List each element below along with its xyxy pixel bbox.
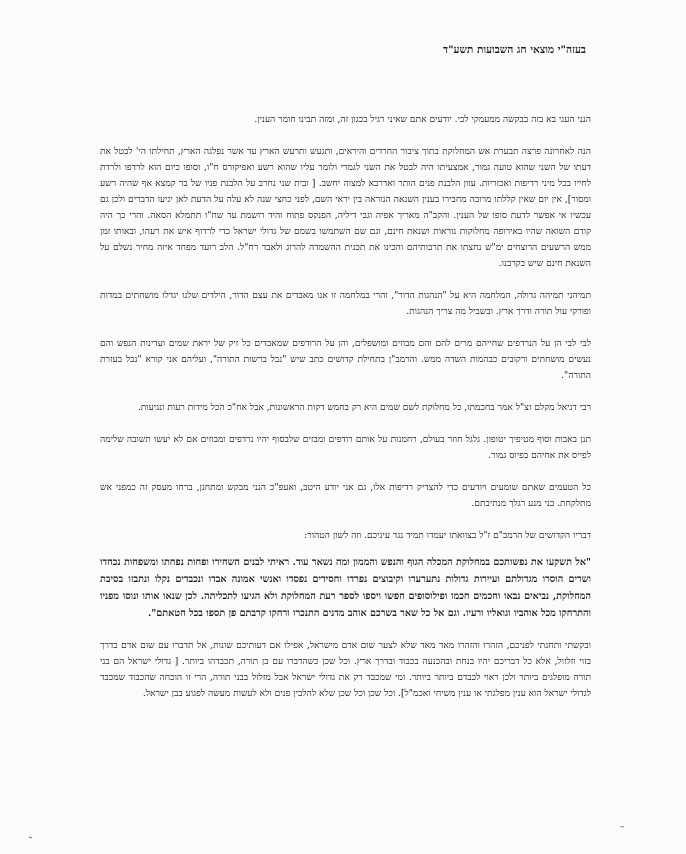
document-header: בעזה"י מוצאי חג השבועות תשע"ד <box>443 44 586 56</box>
body-paragraph: רבי דניאל מקלם זצ"ל אמר בחכמתו, כל מחלוקת לשם שמים היא רק בחמש דקות הראשונות, אבל אח"כ הכל מידות רעות ונגיעות. <box>137 403 591 413</box>
body-paragraph: תנן באבות וסוף מטיפיך יטופון. גלגל חוזר בעולם, רחמנות על אותם רודפים ומבזים שלבסוף יהיו נרדפים ומבוזים אם לא יעשו תשובה שלימה לפייס את אחיהם בפיוס גמור. <box>100 435 591 461</box>
document-body <box>100 112 591 718</box>
body-paragraph: לבי לבי הן על הנרדפים שחייהם מרים להם והם מבוזים ומושפלים, והן על הרודפים שמאבדים כל זיק של יראת שמים ועדינות הנפש והם נעשים מושחתים ורקובים כבהמות השדה ממש. והרמב"ן בתחילת קדושים כתב שיש "נבל ברשות התורה", ועליהם אני קורא "נבל בעזרת התורה". <box>100 339 591 381</box>
body-paragraph: הנני העני בא בזה בבקשה ממעמקי לבי. יודעים אתם שאיני רגיל בכגון זה, ומזה תבינו חומר הענין. <box>254 115 591 125</box>
quote-paragraph: "אל תשקעו את נפשותכם במחלוקת המכלה הגוף והנפש והממון ומה נשאר עוד. ראיתי לבנים השחירו ופחות נפחתו ומשפחות נכחדו ושרים הוסרו מגדולתם ועיירות גדולות נתערערו וקיבוצים נפרדו וחסידים נפסדו ואנשי אמונה אבדו ונכבדים נקלו ונתבזו בסיבת המחלוקת, נביאים נבאו וחכמים חכמו ופילוסופים חפשו ויספו לספר רעת המחלוקת ולא הגיעו לתכליתה. לכן שנאו אותו ונוסו מפניו והתרחקו מכל אוהביו וגואליו ורעיו. וגם אל כל שאר בשרכם אוהב מדנים התנכרו ורחקו קרבתם פן תספו בכל חטאתם". <box>100 557 591 619</box>
body-paragraph: הנה לאחרונה פרצה תבערת אש המחלוקת בתוך ציבור החרדים והיראים, ותגעש ותרעש הארץ עד אשר נפלגה הארץ, תחילתו הי' לבטל את דעתו של השני שהוא טועה גמור, אמצעיתו היה לבטל את השני לגמרי ולומר עליו שהוא רשע ואפיקורס ח"ו, וסופו כיום הוא לרדפו ולרדת לחייו בכל מיני רדיפות ואכזריות. עוון הלבנת פנים הותר ואדרבא למצוה יחשב. [ ובית שני נחרב על הלבנת פניו של בר קמצא אף שהיה רשע ומסור], אין יום שאין קללתו מרובה מחבירו בענין השנאה הנוראה בין יראי השם, לפני כחצי שנה לא עלה על הדעת לאן יגיעו הדברים ולכן גם עכשיו אי אפשר לדעת סופו של הענין. והקב"ה מאריך אפיה וגבי דיליה, הפנקס פתוח והיד רושמת עד שח"ו תתמלא הסאה. והרי כך היה קודם השואה שהיו באירופה מחלוקות נוראות ושנאת חינם, וגם שם השתמשו בשמם של גדולי ישראל כדי לרדוף איש את רעהו, ובאותו זמן ממש הרשעים הרוצחים ימ"ש נחצתו את תרבותיהם והכינו את תכנית ההשמדה להרוג ולאבד רח"ל. הלב רועד מפחד איזה מחיר נשלם על השנאת חינם שיש בקרבנו. <box>100 147 591 269</box>
scan-mark: – <box>620 822 625 832</box>
body-paragraph: ובקשתי ותחנתי לפניכם, הזהרו והזהרו מאד מאד שלא לצער שום אדם מישראל, אפילו אם דעותיכם שונות, אל תדברו עם שום אדם בדרך בזוי וזלזול, אלא כל דבריכם יהיו בנחת ובהכנעה בכבוד ובדרך ארץ. וכל שכן כשהדברו עם בן תורה, תכבדהו ביותר. [ גדולי ישראל הם בני תורה מופלגים ביותר ולכן ראוי לכבדם ביותר ביותר. ומי שמכבד רק את גדולי ישראל אבל מזלזל בבני תורה, הרי זו הוכחה שהכבוד שמכבד לגדולי ישראל הוא ענין מפלגתי או ענין משיחי ואכמ"ל]. וכל שכן וכל שכן שלא להלבין פנים ולא לעשות מעשה לפגוע בבן ישראל. <box>100 641 591 699</box>
body-paragraph: כל הטעמים שאתם שומעים ויודעים כדי להצדיק רדיפות אלו, גם אני יודע היטב, ואעפ"כ הנני מבקש ומתחנן, ברחו מעסק זה כמפני אש מתלקחת. בני מנע רגלך מנתיבתם. <box>100 483 591 509</box>
scan-mark: – <box>26 832 35 844</box>
body-paragraph: תמיהני תמיהה גדולה, המלחמה היא על "הנהגות הדור", והרי במלחמה זו אנו מאבדים את עצם הדור, הילדים שלנו יגדלו מושחתים במדות ופורקי עול תורה ודרך ארץ. ובשביל מה צריך הנהגות. <box>100 291 591 317</box>
body-paragraph: דבריו הקדושים של הרמב"ם ז"ל בצוואתו יעמדו תמיד נגד עיניכם. וזה לשון הטהור: <box>304 531 591 541</box>
